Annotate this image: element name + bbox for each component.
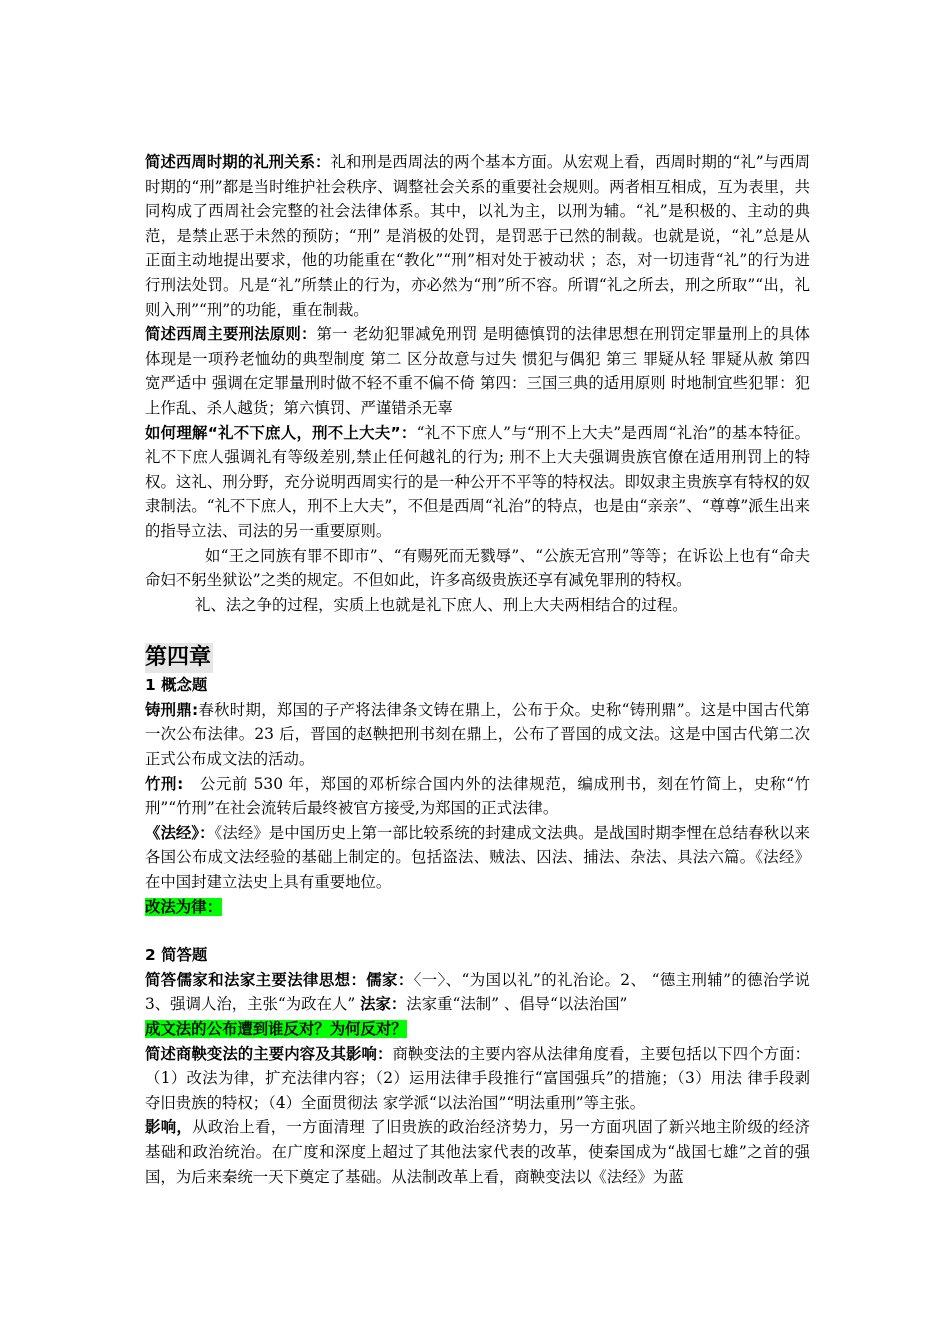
answer-text: 〈一〉、“为国以礼”的礼治论。2、 “德主刑辅”的德治学说 3、强调人治，主张“为政在人” <box>145 970 810 1014</box>
question-heading: 如何理解“礼不下庶人，刑不上大夫”： <box>145 423 417 442</box>
concept-gai-fa-wei-lv <box>145 895 810 920</box>
question-subheading: 法家： <box>360 995 407 1014</box>
document-page <box>145 150 810 1189</box>
question-heading: 简述商鞅变法的主要内容及其影响： <box>145 1044 393 1063</box>
qa-shang-yang-reform <box>145 1042 810 1116</box>
concept-zhu-xing-ding <box>145 698 810 772</box>
chapter-heading: 第四章 <box>145 643 213 673</box>
section-title-qa: 2 简答题 <box>145 946 208 965</box>
concept-fa-jing <box>145 821 810 895</box>
qa-shang-yang-influence <box>145 1115 810 1189</box>
concept-text: 《法经》是中国历史上第一部比较系统的封建成文法典。是战国时期李悝在总结春秋以来各国公布成文法经验的基础上制定的。包括盗法、贼法、囚法、捕法、杂法、具法六篇。《法经》在中国封建立法史上具有重要地位。 <box>145 823 810 892</box>
concept-zhu-xing <box>145 772 810 821</box>
concept-term: 竹刑: <box>145 774 184 793</box>
paragraph-li-bu-xia-shuren <box>145 421 810 544</box>
paragraph-conclusion: 礼、法之争的过程，实质上也就是礼下庶人、刑上大夫两相结合的过程。 <box>195 595 688 614</box>
paragraph-li-xing-relation <box>145 150 810 322</box>
paragraph-examples: 如“王之同族有罪不即市”、“有赐死而无戮辱”、“公族无宫刑”等等；在诉讼上也有“命夫命妇不躬坐狱讼”之类的规定。不但如此，许多高级贵族还享有减免罪刑的特权。 <box>145 546 810 590</box>
qa-written-law-opposition <box>145 1017 810 1042</box>
answer-text: 法家重“法制” 、倡导“以法治国” <box>406 995 628 1014</box>
question-heading: 影响， <box>145 1118 193 1137</box>
highlighted-term: 改法为律： <box>145 897 222 916</box>
question-heading: 简答儒家和法家主要法律思想：儒家： <box>145 970 414 989</box>
question-heading: 简述西周主要刑法原则： <box>145 325 317 344</box>
concept-text: 公元前 530 年，郑国的邓析综合国内外的法律规范，编成刑书，刻在竹简上，史称“竹 刑”“竹刑”在社会流转后最终被官方接受,为郑国的正式法律。 <box>145 774 811 818</box>
paragraph-text: “礼不下庶人”与“刑不上大夫”是西周“礼治”的基本特征。礼不下庶人强调礼有等级差别,禁止任何越礼的行为; 刑不上大夫强调贵族官僚在适用刑罚上的特权。这礼、刑分野，充分说明西周实行的是一种公开不平等的特权法。即奴隶主贵族享有特权的奴隶制法。“礼不下庶人，刑不上大夫”，不但是西周“礼治”的特点，也是由“亲亲”、“尊尊”派生出来的指导立法、司法的另一重要原则。 <box>145 423 810 540</box>
spacer <box>145 919 810 943</box>
concept-text: 春秋时期，郑国的子产将法律条文铸在鼎上，公布于众。史称“铸刑鼎”。这是中国古代第一次公布法律。23 后，晋国的赵鞅把刑书刻在鼎上，公布了晋国的成文法。这是中国古代第二次正式公布成文法的活动。 <box>145 700 810 769</box>
paragraph-criminal-principles <box>145 322 810 420</box>
concept-term: 《法经》： <box>145 823 215 842</box>
paragraph-text: 礼和刑是西周法的两个基本方面。从宏观上看，西周时期的“礼”与西周时期的“刑”都是当时维护社会秩序、调整社会关系的重要社会规则。两者相互相成，互为表里，共同构成了西周社会完整的社会法律体系。其中，以礼为主，以刑为辅。“礼”是积极的、主动的典范，是禁止恶于未然的预防；“刑” 是消极的处罚，是罚恶于已然的制裁。也就是说，“礼”总是从正面主动地提出要求，他的功能重在“教化”“刑”相对处于被动状 ；态，对一切违背“礼”的行为进行刑法处罚。凡是“礼”所禁止的行为，亦必然为“刑”所不容。所谓“礼之所去，刑之所取”“出，礼则入刑”“刑”的功能，重在制裁。 <box>145 153 810 319</box>
answer-text: 商鞅变法的主要内容从法律角度看，主要包括以下四个方面：（1）改法为律，扩充法律内容；（2）运用法律手段推行“富国强兵”的措施；（3）用法 律手段剥夺旧贵族的特权；（4）全面贯彻法 家学派“以法治国”“明法重刑”等主张。 <box>145 1044 810 1112</box>
highlighted-question: 成文法的公布遭到谁反对？为何反对？ <box>145 1020 407 1038</box>
section-title-concepts: 1 概念题 <box>145 676 208 695</box>
question-heading: 简述西周时期的礼刑关系： <box>145 153 331 171</box>
answer-text: 从政治上看，一方面清理 了旧贵族的政治经济势力，另一方面巩固了新兴地主阶级的经济基础和政治统治。在广度和深度上超过了其他法家代表的改革，使秦国成为“战国七雄”之首的强国，为后来秦统一天下奠定了基础。从法制改革上看，商鞅变法以《法经》为蓝 <box>145 1118 810 1186</box>
concept-term: 铸刑鼎: <box>145 700 199 719</box>
qa-confucian-legalist <box>145 968 810 1017</box>
paragraph-text: 第一 老幼犯罪减免刑罚 是明德慎罚的法律思想在刑罚定罪量刑上的具体体现是一项矜老恤幼的典型制度 第二 区分故意与过失 惯犯与偶犯 第三 罪疑从轻 罪疑从赦 第四 宽严适中 强调在定罪量刑时做不轻不重不偏不倚 第四：三国三典的适用原则 时地制宜些犯罪：犯上作乱、杀人越货；第六慎罚、严谨错杀无辜 <box>145 325 810 417</box>
